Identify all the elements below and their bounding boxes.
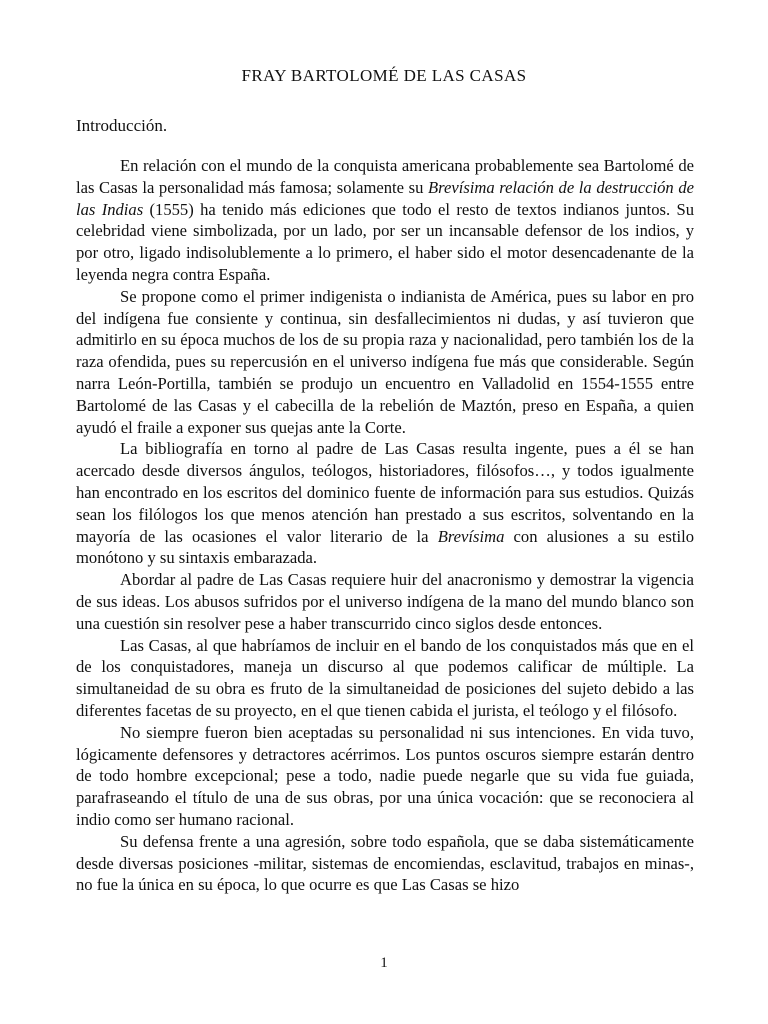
- document-title: FRAY BARTOLOMÉ DE LAS CASAS: [241, 66, 527, 85]
- italic-title-text: Brevísima: [437, 526, 505, 546]
- paragraph-text: Se propone como el primer indigenista o indianista de América, pues su labor en pro del indígena fue consiente y continua, sin desfallecimientos ni dudas, y así tuvieron que admitirlo en su época muchos de los de su propia raza y nacionalidad, pero también los de la raza ofendida, pues su repercusión en el universo indígena fue más que considerable. Según narra León-Portilla, también se produjo un encuentro en Valladolid en 1554-1555 entre Bartolomé de las Casas y el cabecilla de la rebelión de Maztón, preso en España, a quien ayudó el fraile a exponer sus quejas ante la Corte.: [76, 286, 694, 437]
- section-heading: Introducción.: [76, 116, 168, 135]
- paragraph-text: con alusiones a su estilo monótono y su sintaxis embarazada.: [76, 526, 694, 568]
- paragraph-text: Las Casas, al que habríamos de incluir en el bando de los conquistados más que en el de los conquistadores, maneja un discurso al que podemos calificar de múltiple. La simultaneidad de su obra es fruto de la simultaneidad de posiciones del sujeto debido a las diferentes facetas de su proyecto, en el que tienen cabida el jurista, el teólogo y el filósofo.: [76, 635, 694, 720]
- paragraph-text: No siempre fueron bien aceptadas su personalidad ni sus intenciones. En vida tuvo, lógicamente defensores y detractores acérrimos. Los puntos oscuros siempre estarán dentro de todo hombre excepcional; pese a todo, nadie puede negarle que su vida fue guiada, parafraseando el título de una de sus obras, por una única vocación: que se reconociera al indio como ser humano racional.: [76, 722, 694, 829]
- paragraph-text: (1555) ha tenido más ediciones que todo el resto de textos indianos juntos. Su celebridad viene simbolizada, por un lado, por ser un incansable defensor de los indios, y por otro, ligado indisolublemente a lo primero, el haber sido el motor desencadenante de la leyenda negra contra España.: [76, 199, 694, 284]
- paragraph: [76, 831, 694, 896]
- paragraph: [76, 155, 694, 286]
- paragraph: [76, 569, 694, 634]
- paragraph-text: Su defensa frente a una agresión, sobre todo española, que se daba sistemáticamente desde diversas posiciones -militar, sistemas de encomiendas, esclavitud, trabajos en minas-, no fue la única en su época, lo que ocurre es que Las Casas se hizo: [76, 831, 694, 895]
- page-number: 1: [380, 955, 388, 971]
- paragraph: [76, 635, 694, 722]
- paragraph: [76, 286, 694, 439]
- paragraph: [76, 722, 694, 831]
- paragraph-text: En relación con el mundo de la conquista americana probablemente sea Bartolomé de las Casas la personalidad más famosa; solamente su: [76, 156, 694, 197]
- paragraph-text: Abordar al padre de Las Casas requiere huir del anacronismo y demostrar la vigencia de sus ideas. Los abusos sufridos por el universo indígena de la mano del mundo blanco son una cuestión sin resolver pese a haber transcurrido cinco siglos desde entonces.: [76, 570, 694, 633]
- body-text: [76, 155, 694, 896]
- paragraph: [76, 438, 694, 569]
- paragraph-text: La bibliografía en torno al padre de Las Casas resulta ingente, pues a él se han acercado desde diversos ángulos, teólogos, historiadores, filósofos…, y todos igualmente han encontrado en los escritos del dominico fuente de información para sus estudios. Quizás sean los filólogos los que menos atención han prestado a sus escritos, solventando en la mayoría de las ocasiones el valor literario de la: [76, 439, 694, 546]
- italic-title-text: Brevísima relación de la destrucción de las Indias: [76, 177, 694, 219]
